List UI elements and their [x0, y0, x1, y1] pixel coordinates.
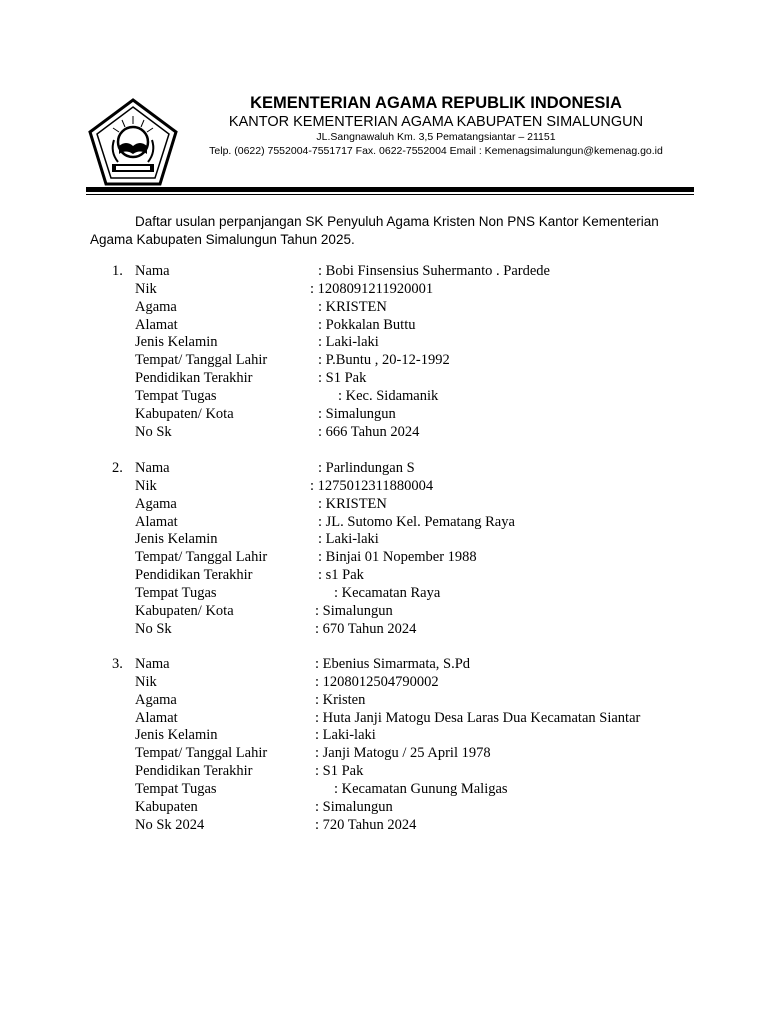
header-contact: Telp. (0622) 7552004-7551717 Fax. 0622-7552004 Email : Kemenagsimalungun@kemenag.go.id [209, 145, 663, 157]
field-value: : Simalungun [315, 798, 393, 815]
field-label: Pendidikan Terakhir [135, 567, 253, 584]
field-label: Kabupaten [135, 798, 198, 815]
entry-row [0, 388, 768, 406]
entry-row [0, 352, 768, 370]
field-label: Tempat Tugas [135, 387, 217, 404]
field-label: Agama [135, 298, 177, 315]
entry-row [0, 763, 768, 781]
field-value: : 720 Tahun 2024 [315, 816, 417, 833]
header-address: JL.Sangnawaluh Km. 3,5 Pematangsiantar – 21151 [316, 131, 556, 143]
field-value: : Bobi Finsensius Suhermanto . Pardede [318, 263, 550, 279]
field-value: : Kecamatan Raya [334, 584, 441, 601]
field-value: : Laki-laki [318, 531, 379, 548]
entry-row [0, 781, 768, 799]
field-label: No Sk 2024 [135, 816, 205, 833]
entry-row [0, 817, 768, 835]
field-label: Jenis Kelamin [135, 727, 218, 744]
field-label: Tempat Tugas [135, 584, 217, 601]
field-value: : Laki-laki [315, 727, 376, 744]
field-value: : 1208091211920001 [310, 280, 434, 297]
field-value: : Pokkalan Buttu [318, 316, 416, 333]
field-label: Nama [135, 263, 170, 279]
field-value: : 1275012311880004 [310, 477, 434, 494]
entry-row [0, 745, 768, 763]
entry-row [0, 317, 768, 335]
entry-row [0, 460, 768, 478]
header-ministry: KEMENTERIAN AGAMA REPUBLIK INDONESIA [250, 94, 622, 112]
entry-row [0, 424, 768, 442]
field-label: Kabupaten/ Kota [135, 405, 234, 422]
entry-row [0, 727, 768, 745]
field-label: Tempat/ Tanggal Lahir [135, 745, 268, 762]
field-value: : Kec. Sidamanik [338, 387, 439, 404]
entry-row [0, 478, 768, 496]
field-label: Nik [135, 673, 157, 690]
entry-row [0, 549, 768, 567]
entry-row [0, 603, 768, 621]
entry-row [0, 799, 768, 817]
field-value: : Simalungun [315, 602, 393, 619]
header-rule-thin [86, 194, 694, 195]
field-value: : 1208012504790002 [315, 673, 439, 690]
field-value: : Laki-laki [318, 334, 379, 351]
field-label: Nama [135, 656, 170, 672]
entry-row [0, 263, 768, 281]
entry-row [0, 334, 768, 352]
field-label: No Sk [135, 423, 172, 440]
field-label: Tempat Tugas [135, 780, 217, 797]
field-value: : Ebenius Simarmata, S.Pd [315, 656, 471, 672]
intro-line-1: Daftar usulan perpanjangan SK Penyuluh Agama Kristen Non PNS Kantor Kementerian [135, 214, 659, 229]
field-label: Kabupaten/ Kota [135, 602, 234, 619]
entry-row [0, 514, 768, 532]
field-value: : KRISTEN [318, 298, 387, 315]
field-value: : S1 Pak [315, 763, 364, 780]
field-label: Alamat [135, 513, 178, 530]
entry-row [0, 710, 768, 728]
field-label: Agama [135, 691, 177, 708]
entry-row [0, 567, 768, 585]
field-label: Nik [135, 280, 157, 297]
field-value: : P.Buntu , 20-12-1992 [318, 352, 450, 369]
entry-row [0, 406, 768, 424]
field-value: : Huta Janji Matogu Desa Laras Dua Kecamatan Siantar [315, 709, 641, 726]
field-label: Agama [135, 495, 177, 512]
field-value: : JL. Sutomo Kel. Pematang Raya [318, 513, 515, 530]
field-value: : Kecamatan Gunung Maligas [334, 780, 508, 797]
field-label: Nama [135, 460, 170, 476]
entry-row [0, 281, 768, 299]
field-value: : Binjai 01 Nopember 1988 [318, 549, 477, 566]
intro-line-2: Agama Kabupaten Simalungun Tahun 2025. [90, 232, 355, 247]
field-label: No Sk [135, 620, 172, 637]
header-office: KANTOR KEMENTERIAN AGAMA KABUPATEN SIMALUNGUN [228, 114, 644, 130]
field-label: Pendidikan Terakhir [135, 370, 253, 387]
field-value: : s1 Pak [318, 567, 364, 584]
entry-row [0, 692, 768, 710]
field-value: : S1 Pak [318, 370, 367, 387]
entry-row [0, 299, 768, 317]
entry-number: 3. [112, 656, 123, 672]
entry-row [0, 621, 768, 639]
field-label: Jenis Kelamin [135, 334, 218, 351]
header-rule-thick [86, 187, 694, 192]
field-label: Nik [135, 477, 157, 494]
field-value: : KRISTEN [318, 495, 387, 512]
entry-number: 1. [112, 263, 123, 279]
field-label: Tempat/ Tanggal Lahir [135, 352, 268, 369]
entry-row [0, 656, 768, 674]
entry-row [0, 585, 768, 603]
intro-paragraph [90, 213, 690, 249]
field-label: Alamat [135, 316, 178, 333]
field-value: : Kristen [315, 691, 366, 708]
entry-row [0, 531, 768, 549]
field-value: : 670 Tahun 2024 [315, 620, 417, 637]
entry-row [0, 496, 768, 514]
entry-row [0, 674, 768, 692]
field-value: : 666 Tahun 2024 [318, 423, 420, 440]
field-value: : Janji Matogu / 25 April 1978 [315, 745, 491, 762]
field-label: Pendidikan Terakhir [135, 763, 253, 780]
field-value: : Simalungun [318, 405, 396, 422]
field-value: : Parlindungan S [318, 460, 415, 476]
entry-number: 2. [112, 460, 123, 476]
field-label: Tempat/ Tanggal Lahir [135, 549, 268, 566]
entry-row [0, 370, 768, 388]
field-label: Jenis Kelamin [135, 531, 218, 548]
field-label: Alamat [135, 709, 178, 726]
